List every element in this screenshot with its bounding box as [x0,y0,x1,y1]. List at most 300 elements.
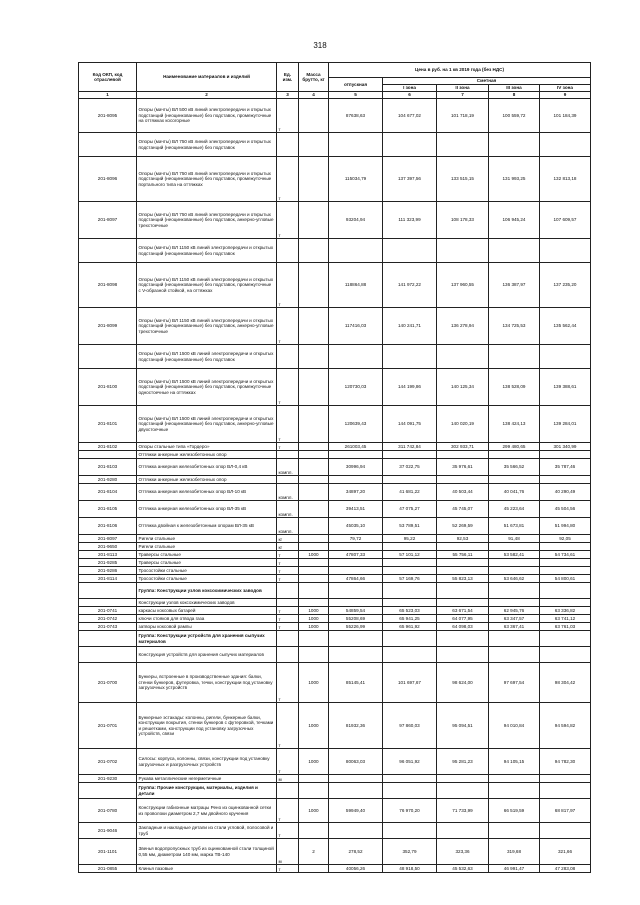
row-mass: 1000 [299,799,329,823]
row-zone3-price [489,476,540,484]
group-row [79,631,591,647]
row-zone3-price: 94 010,84 [489,703,540,749]
row-zone4-price [540,631,591,647]
row-release-price [329,133,383,157]
row-unit: т [277,443,299,451]
row-unit: компл. [277,459,299,476]
row-mass [299,583,329,599]
row-zone2-price [437,345,489,369]
row-name: Рукава металлические негерметичные [137,775,277,783]
row-code: 201-8103 [79,459,137,476]
row-mass [299,406,329,443]
row-zone4-price [540,783,591,799]
row-zone3-price [489,567,540,575]
row-zone1-price [383,133,437,157]
table-row [79,443,591,451]
row-mass: 1000 [299,663,329,703]
row-zone3-price [489,133,540,157]
table-row [79,518,591,535]
row-name: Опоры (мачты) ВЛ 500 кВ линий электропередачи и открытых подстанций (неоцинкованные) без подставок, промежуточные на оттяжках косогорные [137,99,277,133]
table-row [79,663,591,703]
row-zone3-price [489,599,540,607]
row-zone2-price [437,599,489,607]
row-zone4-price [540,133,591,157]
row-code [79,133,137,157]
row-mass: 2 [299,839,329,865]
row-name: Оттяжки анкерные железобетонных опор [137,451,277,459]
row-name: Конструкции узлов коксохимических заводов [137,599,277,607]
row-zone4-price [540,583,591,599]
table-row [79,559,591,567]
table-row [79,345,591,369]
row-zone1-price [383,345,437,369]
column-number: 4 [299,92,329,99]
header-estimate: Сметная [383,78,591,85]
row-release-price: 39413,51 [329,501,383,518]
row-unit [277,239,299,263]
row-zone1-price [383,631,437,647]
row-zone2-price: 45 532,63 [437,865,489,873]
row-unit: кг [277,543,299,551]
row-zone1-price [383,823,437,839]
row-zone2-price: 52 269,59 [437,518,489,535]
row-zone4-price [540,567,591,575]
row-unit: кг [277,535,299,543]
table-row [79,575,591,583]
row-code: 201-0743 [79,623,137,631]
table-row [79,615,591,623]
column-number: 2 [137,92,277,99]
row-zone4-price: 92,05 [540,535,591,543]
row-mass [299,459,329,476]
row-zone3-price [489,559,540,567]
row-unit: т [277,749,299,775]
row-unit: т [277,823,299,839]
column-number: 6 [383,92,437,99]
row-code: 201-8101 [79,406,137,443]
row-zone3-price: 46 991,47 [489,865,540,873]
row-release-price: 93204,94 [329,202,383,239]
row-code: 201-8097 [79,202,137,239]
row-unit: т [277,157,299,202]
group-row [79,583,591,599]
column-numbering-row [79,92,591,99]
row-mass [299,518,329,535]
row-release-price [329,599,383,607]
row-release-price: 80063,03 [329,749,383,775]
row-code: 201-8096 [79,157,137,202]
row-unit: т [277,551,299,559]
row-release-price: 47864,66 [329,575,383,583]
row-zone4-price: 45 504,56 [540,501,591,518]
row-release-price [329,583,383,599]
row-name: Траверсы стальные [137,559,277,567]
row-unit [277,583,299,599]
row-name: Оттяжка анкерная железобетонных опор ВЛ-0,4 кВ [137,459,277,476]
row-zone4-price [540,559,591,567]
row-name: затворы коксовой рампы [137,623,277,631]
row-zone2-price: 108 178,33 [437,202,489,239]
row-unit [277,647,299,663]
row-zone3-price: 35 566,52 [489,459,540,476]
row-zone2-price: 98 624,00 [437,663,489,703]
row-zone2-price: 55 823,13 [437,575,489,583]
row-zone2-price: 101 718,19 [437,99,489,133]
row-code: 201-8105 [79,501,137,518]
row-zone4-price: 94 594,82 [540,703,591,749]
row-zone2-price [437,239,489,263]
row-name: Клинья пазовые [137,865,277,873]
row-mass: 1000 [299,749,329,775]
row-mass [299,567,329,575]
row-code [79,631,137,647]
row-zone3-price: 94 105,15 [489,749,540,775]
row-zone1-price: 352,79 [383,839,437,865]
row-zone1-price [383,543,437,551]
header-price-title: Цена в руб. на 1 кв 2019 года (без НДС) [329,63,591,78]
table-row [79,157,591,202]
row-unit: т [277,559,299,567]
row-mass [299,575,329,583]
row-code: 201-0701 [79,703,137,749]
row-code: 201-1101 [79,839,137,865]
row-zone3-price: 134 725,53 [489,308,540,345]
row-code: 201-8099 [79,308,137,345]
column-number: 7 [437,92,489,99]
row-zone4-price: 107 609,57 [540,202,591,239]
row-unit: т [277,663,299,703]
table-row [79,775,591,783]
header-unit: Ед. изм. [277,63,299,92]
row-release-price: 278,52 [329,839,383,865]
row-zone1-price [383,583,437,599]
table-row [79,308,591,345]
row-zone3-price: 299 480,65 [489,443,540,451]
row-mass [299,308,329,345]
row-zone1-price: 311 742,84 [383,443,437,451]
row-zone1-price: 48 918,50 [383,865,437,873]
row-zone4-price [540,823,591,839]
row-mass: 1000 [299,703,329,749]
row-zone4-price: 35 787,46 [540,459,591,476]
row-zone3-price [489,583,540,599]
row-release-price: 120730,03 [329,369,383,406]
header-code: Код ОКП, код отраслевой [79,63,137,92]
row-unit: т [277,406,299,443]
table-row [79,647,591,663]
table-row [79,823,591,839]
row-zone1-price: 137 397,56 [383,157,437,202]
row-mass [299,631,329,647]
row-zone3-price: 136 387,97 [489,263,540,308]
row-unit [277,345,299,369]
row-zone4-price [540,451,591,459]
row-zone2-price [437,451,489,459]
row-zone3-price: 63 347,57 [489,615,540,623]
row-unit: м [277,839,299,865]
table-row [79,599,591,607]
row-name: Группа: Конструкции узлов коксохимических заводов [137,583,277,599]
row-zone3-price: 91,48 [489,535,540,543]
table-row [79,263,591,308]
row-name: Оттяжка двойная к железобетонным опорам ВЛ-35 кВ [137,518,277,535]
row-zone4-price [540,239,591,263]
header-zone1: I зона [383,85,437,92]
row-zone1-price: 65 523,03 [383,607,437,615]
row-zone4-price: 135 562,44 [540,308,591,345]
row-mass [299,263,329,308]
table-row [79,535,591,543]
row-zone1-price: 140 241,71 [383,308,437,345]
row-unit: компл. [277,501,299,518]
row-zone3-price [489,783,540,799]
row-zone4-price [540,543,591,551]
row-code: 201-8095 [79,99,137,133]
row-name: Тросостойки стальные [137,567,277,575]
row-zone3-price: 63 367,41 [489,623,540,631]
row-release-price: 117416,03 [329,308,383,345]
row-code: 201-0741 [79,607,137,615]
row-release-price: 40056,26 [329,865,383,873]
row-release-price: 30996,94 [329,459,383,476]
table-row [79,839,591,865]
row-release-price [329,345,383,369]
row-release-price: 81932,36 [329,703,383,749]
row-zone4-price [540,599,591,607]
row-zone4-price: 51 994,80 [540,518,591,535]
row-zone2-price: 63 671,54 [437,607,489,615]
row-zone4-price: 301 340,99 [540,443,591,451]
header-zone2: II зона [437,85,489,92]
table-row [79,239,591,263]
row-zone3-price [489,775,540,783]
row-zone4-price [540,476,591,484]
row-zone3-price: 131 993,25 [489,157,540,202]
row-zone1-price: 111 323,99 [383,202,437,239]
row-zone4-price: 40 290,49 [540,484,591,501]
row-unit: т [277,865,299,873]
row-code: 201-9046 [79,823,137,839]
row-zone1-price: 101 697,67 [383,663,437,703]
row-zone3-price [489,239,540,263]
row-release-price: 47807,33 [329,551,383,559]
header-name: Наименование материалов и изделий [137,63,277,92]
table-row [79,484,591,501]
row-zone1-price: 104 677,02 [383,99,437,133]
row-release-price: 79,72 [329,535,383,543]
row-zone3-price: 138 424,13 [489,406,540,443]
row-zone2-price: 55 756,11 [437,551,489,559]
row-name: Оттяжка анкерная железобетонных опор ВЛ-10 кВ [137,484,277,501]
row-mass [299,451,329,459]
row-zone3-price: 66 519,59 [489,799,540,823]
row-release-price: 45035,10 [329,518,383,535]
row-unit [277,476,299,484]
row-zone1-price: 96 051,92 [383,749,437,775]
row-mass: 1000 [299,607,329,615]
row-name: Траверсы стальные [137,551,277,559]
row-zone2-price: 136 278,94 [437,308,489,345]
row-zone3-price: 97 697,54 [489,663,540,703]
table-row [79,451,591,459]
row-code: 201-8106 [79,518,137,535]
row-zone3-price: 138 528,09 [489,369,540,406]
row-zone2-price: 64 098,03 [437,623,489,631]
row-unit: т [277,263,299,308]
row-unit [277,599,299,607]
row-name: Опоры стальные типа «Гордеро» [137,443,277,451]
row-zone4-price: 94 782,30 [540,749,591,775]
column-number: 5 [329,92,383,99]
row-zone4-price: 139 388,61 [540,369,591,406]
row-release-price: 59949,40 [329,799,383,823]
row-zone1-price [383,647,437,663]
row-unit: компл. [277,518,299,535]
header-zone3: III зона [489,85,540,92]
row-mass [299,133,329,157]
row-release-price [329,476,383,484]
table-row [79,567,591,575]
row-zone4-price [540,647,591,663]
row-unit: т [277,567,299,575]
row-mass [299,535,329,543]
row-zone2-price: 137 960,55 [437,263,489,308]
row-name: Опоры (мачты) ВЛ 1150 кВ линий электропередачи и открытых подстанций (неоцинкованные) без подставок, анкерно-угловые трехстоечные [137,308,277,345]
row-unit: м [277,775,299,783]
row-name: Опоры (мачты) ВЛ 1150 кВ линий электропередачи и открытых подстанций (неоцинкованные) без подставок [137,239,277,263]
row-zone2-price [437,133,489,157]
row-zone4-price: 54 800,61 [540,575,591,583]
row-release-price: 85145,41 [329,663,383,703]
row-name: Опоры (мачты) ВЛ 1500 кВ линий электропередачи и открытых подстанций (неоцинкованные) без подставок, промежуточные одностоечные на оттяжках [137,369,277,406]
row-zone4-price [540,775,591,783]
row-zone3-price: 319,68 [489,839,540,865]
row-unit: т [277,607,299,615]
row-name: Бункерные эстакады: колонны, ригели, бункерные балки, конструкции покрытия, стенки бункеров с футеровкой, течками и решетками, конструкции под установку загрузочных устройств, связи [137,703,277,749]
row-name: Силосы: корпуса, колонны, связи, конструкции под установку загрузочных и разгрузочных устройств [137,749,277,775]
row-name: Конструкция устройств для хранения сыпучих материалов [137,647,277,663]
row-code [79,583,137,599]
column-number: 1 [79,92,137,99]
row-zone4-price: 321,66 [540,839,591,865]
row-zone1-price [383,239,437,263]
row-zone2-price: 92,53 [437,535,489,543]
table-row [79,369,591,406]
row-zone4-price: 139 284,01 [540,406,591,443]
row-release-price: 87638,63 [329,99,383,133]
row-zone1-price: 95,22 [383,535,437,543]
row-release-price [329,823,383,839]
row-unit: т [277,623,299,631]
row-code: 201-8104 [79,484,137,501]
row-zone2-price [437,583,489,599]
row-zone3-price [489,631,540,647]
row-mass [299,484,329,501]
row-code: 201-9230 [79,775,137,783]
row-zone2-price: 140 125,34 [437,369,489,406]
price-table [78,62,591,873]
row-code [79,451,137,459]
header-zone4: IV зона [540,85,591,92]
table-row [79,133,591,157]
row-zone3-price: 106 945,24 [489,202,540,239]
row-mass [299,559,329,567]
row-zone4-price: 54 734,61 [540,551,591,559]
group-row [79,783,591,799]
row-release-price [329,775,383,783]
row-mass [299,157,329,202]
row-release-price [329,239,383,263]
row-release-price: 120639,43 [329,406,383,443]
row-zone1-price: 47 075,27 [383,501,437,518]
row-zone2-price: 35 976,61 [437,459,489,476]
row-name: Группа: Конструкции устройств для хранения сыпучих материалов [137,631,277,647]
row-zone4-price: 47 283,08 [540,865,591,873]
table-row [79,459,591,476]
row-name: Опоры (мачты) ВЛ 1500 кВ линий электропередачи и открытых подстанций (неоцинкованные) без подставок [137,345,277,369]
table-row [79,202,591,239]
row-zone2-price [437,559,489,567]
row-code [79,599,137,607]
row-zone1-price: 53 789,51 [383,518,437,535]
row-zone2-price [437,567,489,575]
row-release-price: 55226,99 [329,623,383,631]
row-mass [299,345,329,369]
row-mass [299,476,329,484]
row-unit: т [277,703,299,749]
row-code: 201-8113 [79,551,137,559]
table-row [79,551,591,559]
row-code: 201-0700 [79,663,137,703]
row-mass: 1000 [299,623,329,631]
row-release-price: 261003,45 [329,443,383,451]
table-row [79,607,591,615]
row-name: Оттяжки анкерные железобетонных опор [137,476,277,484]
row-zone3-price: 53 582,41 [489,551,540,559]
row-zone2-price: 71 733,99 [437,799,489,823]
row-unit: т [277,99,299,133]
row-code: 201-0742 [79,615,137,623]
row-code: 201-8114 [79,575,137,583]
row-name: Опоры (мачты) ВЛ 750 кВ линий электропередачи и открытых подстанций (неоцинкованные) без подставок [137,133,277,157]
row-code [79,345,137,369]
row-mass [299,99,329,133]
row-name: Ригели стальные [137,535,277,543]
row-mass [299,599,329,607]
row-name: Опоры (мачты) ВЛ 1500 кВ линий электропередачи и открытых подстанций (неоцинкованные) без подставок, анкерно-угловые двухстоечные [137,406,277,443]
row-zone2-price [437,823,489,839]
header-mass: Масса брутто, кг [299,63,329,92]
row-unit: т [277,308,299,345]
row-zone2-price [437,775,489,783]
row-mass [299,202,329,239]
row-mass [299,239,329,263]
row-mass [299,501,329,518]
row-zone1-price: 97 860,03 [383,703,437,749]
column-number: 8 [489,92,540,99]
row-zone1-price [383,451,437,459]
row-zone1-price: 65 961,92 [383,623,437,631]
row-zone2-price: 95 281,23 [437,749,489,775]
row-zone4-price: 137 235,20 [540,263,591,308]
row-zone4-price [540,345,591,369]
row-name: Звенья водопропускных труб из оцинкованной стали толщиной 0,55 мм, диаметром 140 мм, марка ТВ-140 [137,839,277,865]
column-number: 3 [277,92,299,99]
row-mass: 1000 [299,551,329,559]
row-zone1-price: 141 972,22 [383,263,437,308]
row-zone2-price: 95 094,51 [437,703,489,749]
row-zone3-price: 45 223,64 [489,501,540,518]
